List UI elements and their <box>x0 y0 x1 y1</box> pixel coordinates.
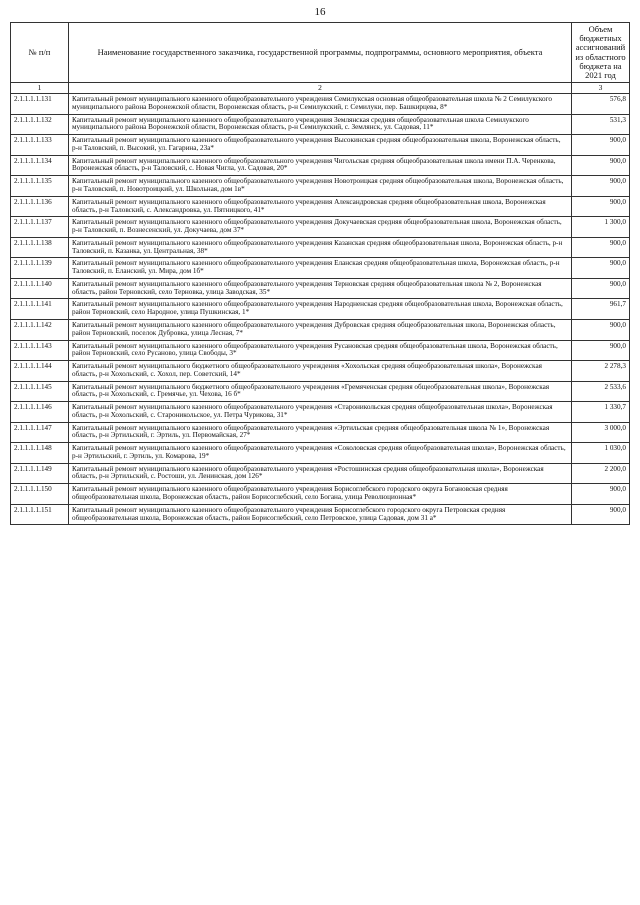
table-row <box>11 340 630 361</box>
row-number-cell: 2.1.1.1.1.149 <box>11 463 69 484</box>
table-row <box>11 237 630 258</box>
object-name-cell: Капитальный ремонт муниципального бюджетного общеобразовательного учреждения «Хохольская средняя общеобразовательная школа», Воронежская область, р-н Хохольский, с. Хохол, пер. Советский, 14* <box>69 361 572 382</box>
object-name-cell: Капитальный ремонт муниципального казенного общеобразовательного учреждения «Староникольская средняя общеобразовательная школа», Воронежская область, р-н Хохольский, с. Староникольское, ул. Петра Чурикова, 31* <box>69 402 572 423</box>
table-row <box>11 196 630 217</box>
amount-cell: 900,0 <box>572 176 630 197</box>
object-name-cell: Капитальный ремонт муниципального казенного общеобразовательного учреждения Русановская средняя общеобразовательная школа, Воронежская область, район Терновский, село Русаново, улица Свободы, 3* <box>69 340 572 361</box>
object-name-cell: Капитальный ремонт муниципального казенного общеобразовательного учреждения Новотроицкая средняя общеобразовательная школа, Воронежская область, р-н Таловский, п. Новотроицкий, ул. Школьная, дом 1в* <box>69 176 572 197</box>
amount-cell: 3 000,0 <box>572 422 630 443</box>
amount-cell: 1 300,0 <box>572 217 630 238</box>
row-number-cell: 2.1.1.1.1.133 <box>11 135 69 156</box>
row-number-cell: 2.1.1.1.1.136 <box>11 196 69 217</box>
table-body <box>11 94 630 525</box>
amount-cell: 900,0 <box>572 484 630 505</box>
table-row <box>11 422 630 443</box>
object-name-cell: Капитальный ремонт муниципального казенного общеобразовательного учреждения Чигольская средняя общеобразовательная школа имени П.А. Черенкова, Воронежская область, р-н Таловский, с. Новая Чигла, ул. Садовая, 20* <box>69 155 572 176</box>
object-name-cell: Капитальный ремонт муниципального казенного общеобразовательного учреждения Александровская средняя общеобразовательная школа, Воронежская область, р-н Таловский, с. Александровка, ул. Пятницкого, 41* <box>69 196 572 217</box>
row-number-cell: 2.1.1.1.1.150 <box>11 484 69 505</box>
table-row <box>11 217 630 238</box>
table-row <box>11 319 630 340</box>
row-number-cell: 2.1.1.1.1.147 <box>11 422 69 443</box>
object-name-cell: Капитальный ремонт муниципального казенного общеобразовательного учреждения «Эртильская средняя общеобразовательная школа № 1», Воронежская область, р-н Эртильский, г. Эртиль, ул. Первомайская, 27* <box>69 422 572 443</box>
amount-cell: 531,3 <box>572 114 630 135</box>
amount-cell: 1 330,7 <box>572 402 630 423</box>
column-number-row <box>11 83 630 94</box>
table-row <box>11 361 630 382</box>
table-row <box>11 443 630 464</box>
object-name-cell: Капитальный ремонт муниципального казенного общеобразовательного учреждения Борисоглебского городского округа Петровская средняя общеобразовательная школа, Воронежская область, район Борисоглебский, село Петровское, улица Садовая, дом 31 а* <box>69 504 572 525</box>
object-name-cell: Капитальный ремонт муниципального казенного общеобразовательного учреждения Народненская средняя общеобразовательная школа, Воронежская область, район Терновский, село Народное, улица Пушкинская, 1* <box>69 299 572 320</box>
page-number: 16 <box>314 6 326 18</box>
table-row <box>11 299 630 320</box>
table-row <box>11 176 630 197</box>
column-number: 3 <box>572 83 630 94</box>
row-number-cell: 2.1.1.1.1.131 <box>11 94 69 115</box>
table-header-row <box>11 23 630 83</box>
object-name-cell: Капитальный ремонт муниципального казенного общеобразовательного учреждения Еланская средняя общеобразовательная школа, Воронежская область, р-н Таловский, п. Еланский, ул. Мира, дом 1б* <box>69 258 572 279</box>
column-number: 2 <box>69 83 572 94</box>
amount-cell: 1 030,0 <box>572 443 630 464</box>
object-name-cell: Капитальный ремонт муниципального казенного общеобразовательного учреждения Терновская средняя общеобразовательная школа № 2, Воронежская область, район Терновский, село Терновка, улица Заводская, 35* <box>69 278 572 299</box>
budget-table <box>10 22 630 525</box>
row-number-cell: 2.1.1.1.1.132 <box>11 114 69 135</box>
row-number-cell: 2.1.1.1.1.142 <box>11 319 69 340</box>
amount-cell: 900,0 <box>572 319 630 340</box>
row-number-cell: 2.1.1.1.1.141 <box>11 299 69 320</box>
row-number-cell: 2.1.1.1.1.144 <box>11 361 69 382</box>
table-row <box>11 278 630 299</box>
table-row <box>11 135 630 156</box>
object-name-cell: Капитальный ремонт муниципального казенного общеобразовательного учреждения «Соколовская средняя общеобразовательная школа», Воронежская область, р-н Эртильский, г. Эртиль, ул. Комарова, 19* <box>69 443 572 464</box>
row-number-cell: 2.1.1.1.1.146 <box>11 402 69 423</box>
amount-cell: 2 533,6 <box>572 381 630 402</box>
header-num: № п/п <box>11 23 69 83</box>
table-row <box>11 463 630 484</box>
row-number-cell: 2.1.1.1.1.139 <box>11 258 69 279</box>
amount-cell: 900,0 <box>572 340 630 361</box>
table-row <box>11 155 630 176</box>
row-number-cell: 2.1.1.1.1.148 <box>11 443 69 464</box>
amount-cell: 900,0 <box>572 504 630 525</box>
object-name-cell: Капитальный ремонт муниципального казенного общеобразовательного учреждения Докучаевская средняя общеобразовательная школа, Воронежская область, р-н Таловский, п. Вознесенский, ул. Докучаева, дом 37* <box>69 217 572 238</box>
amount-cell: 900,0 <box>572 135 630 156</box>
amount-cell: 900,0 <box>572 258 630 279</box>
amount-cell: 900,0 <box>572 196 630 217</box>
header-amount: Объем бюджетных ассигнований из областного бюджета на 2021 год <box>572 23 630 83</box>
table-row <box>11 504 630 525</box>
amount-cell: 900,0 <box>572 278 630 299</box>
table-row <box>11 258 630 279</box>
header-name: Наименование государственного заказчика, государственной программы, подпрограммы, основного мероприятия, объекта <box>69 23 572 83</box>
column-number: 1 <box>11 83 69 94</box>
object-name-cell: Капитальный ремонт муниципального казенного общеобразовательного учреждения Землянская средняя общеобразовательная школа Семилукского муниципального района Воронежской области, Воронежская область, р-н Семилукский, с. Землянск, ул. Садовая, 11* <box>69 114 572 135</box>
object-name-cell: Капитальный ремонт муниципального казенного общеобразовательного учреждения Высокинская средняя общеобразовательная школа, Воронежская область, р-н Таловский, п. Высокий, ул. Гагарина, 23а* <box>69 135 572 156</box>
row-number-cell: 2.1.1.1.1.140 <box>11 278 69 299</box>
amount-cell: 2 278,3 <box>572 361 630 382</box>
table-row <box>11 94 630 115</box>
row-number-cell: 2.1.1.1.1.151 <box>11 504 69 525</box>
amount-cell: 576,8 <box>572 94 630 115</box>
row-number-cell: 2.1.1.1.1.138 <box>11 237 69 258</box>
object-name-cell: Капитальный ремонт муниципального казенного общеобразовательного учреждения «Ростошинская средняя общеобразовательная школа», Воронежская область, р-н Эртильский, с. Ростоши, ул. Ленинская, дом 126* <box>69 463 572 484</box>
object-name-cell: Капитальный ремонт муниципального казенного общеобразовательного учреждения Казанская средняя общеобразовательная школа, Воронежская область, р-н Таловский, п. Казанка, ул. Центральная, 38* <box>69 237 572 258</box>
row-number-cell: 2.1.1.1.1.145 <box>11 381 69 402</box>
object-name-cell: Капитальный ремонт муниципального бюджетного общеобразовательного учреждения «Гремяченская средняя общеобразовательная школа», Воронежская область, р-н Хохольский, с. Гремячье, ул. Чехова, 16 б* <box>69 381 572 402</box>
object-name-cell: Капитальный ремонт муниципального казенного общеобразовательного учреждения Борисоглебского городского округа Богановская средняя общеобразовательная школа, Воронежская область, район Борисоглебский, село Богана, улица Революционная* <box>69 484 572 505</box>
row-number-cell: 2.1.1.1.1.137 <box>11 217 69 238</box>
row-number-cell: 2.1.1.1.1.143 <box>11 340 69 361</box>
amount-cell: 961,7 <box>572 299 630 320</box>
row-number-cell: 2.1.1.1.1.135 <box>11 176 69 197</box>
row-number-cell: 2.1.1.1.1.134 <box>11 155 69 176</box>
amount-cell: 900,0 <box>572 155 630 176</box>
amount-cell: 900,0 <box>572 237 630 258</box>
table-row <box>11 114 630 135</box>
object-name-cell: Капитальный ремонт муниципального казенного общеобразовательного учреждения Дубровская средняя общеобразовательная школа, Воронежская область, район Терновский, поселок Дубровка, улица Лесная, 7* <box>69 319 572 340</box>
amount-cell: 2 200,0 <box>572 463 630 484</box>
table-row <box>11 484 630 505</box>
table-row <box>11 402 630 423</box>
object-name-cell: Капитальный ремонт муниципального казенного общеобразовательного учреждения Семилукская основная общеобразовательная школа № 2 Семилукского муниципального района Воронежской области, Воронежская область, р-н Семилукский, г. Семилуки, пер. Башкирцева, 8* <box>69 94 572 115</box>
table-row <box>11 381 630 402</box>
